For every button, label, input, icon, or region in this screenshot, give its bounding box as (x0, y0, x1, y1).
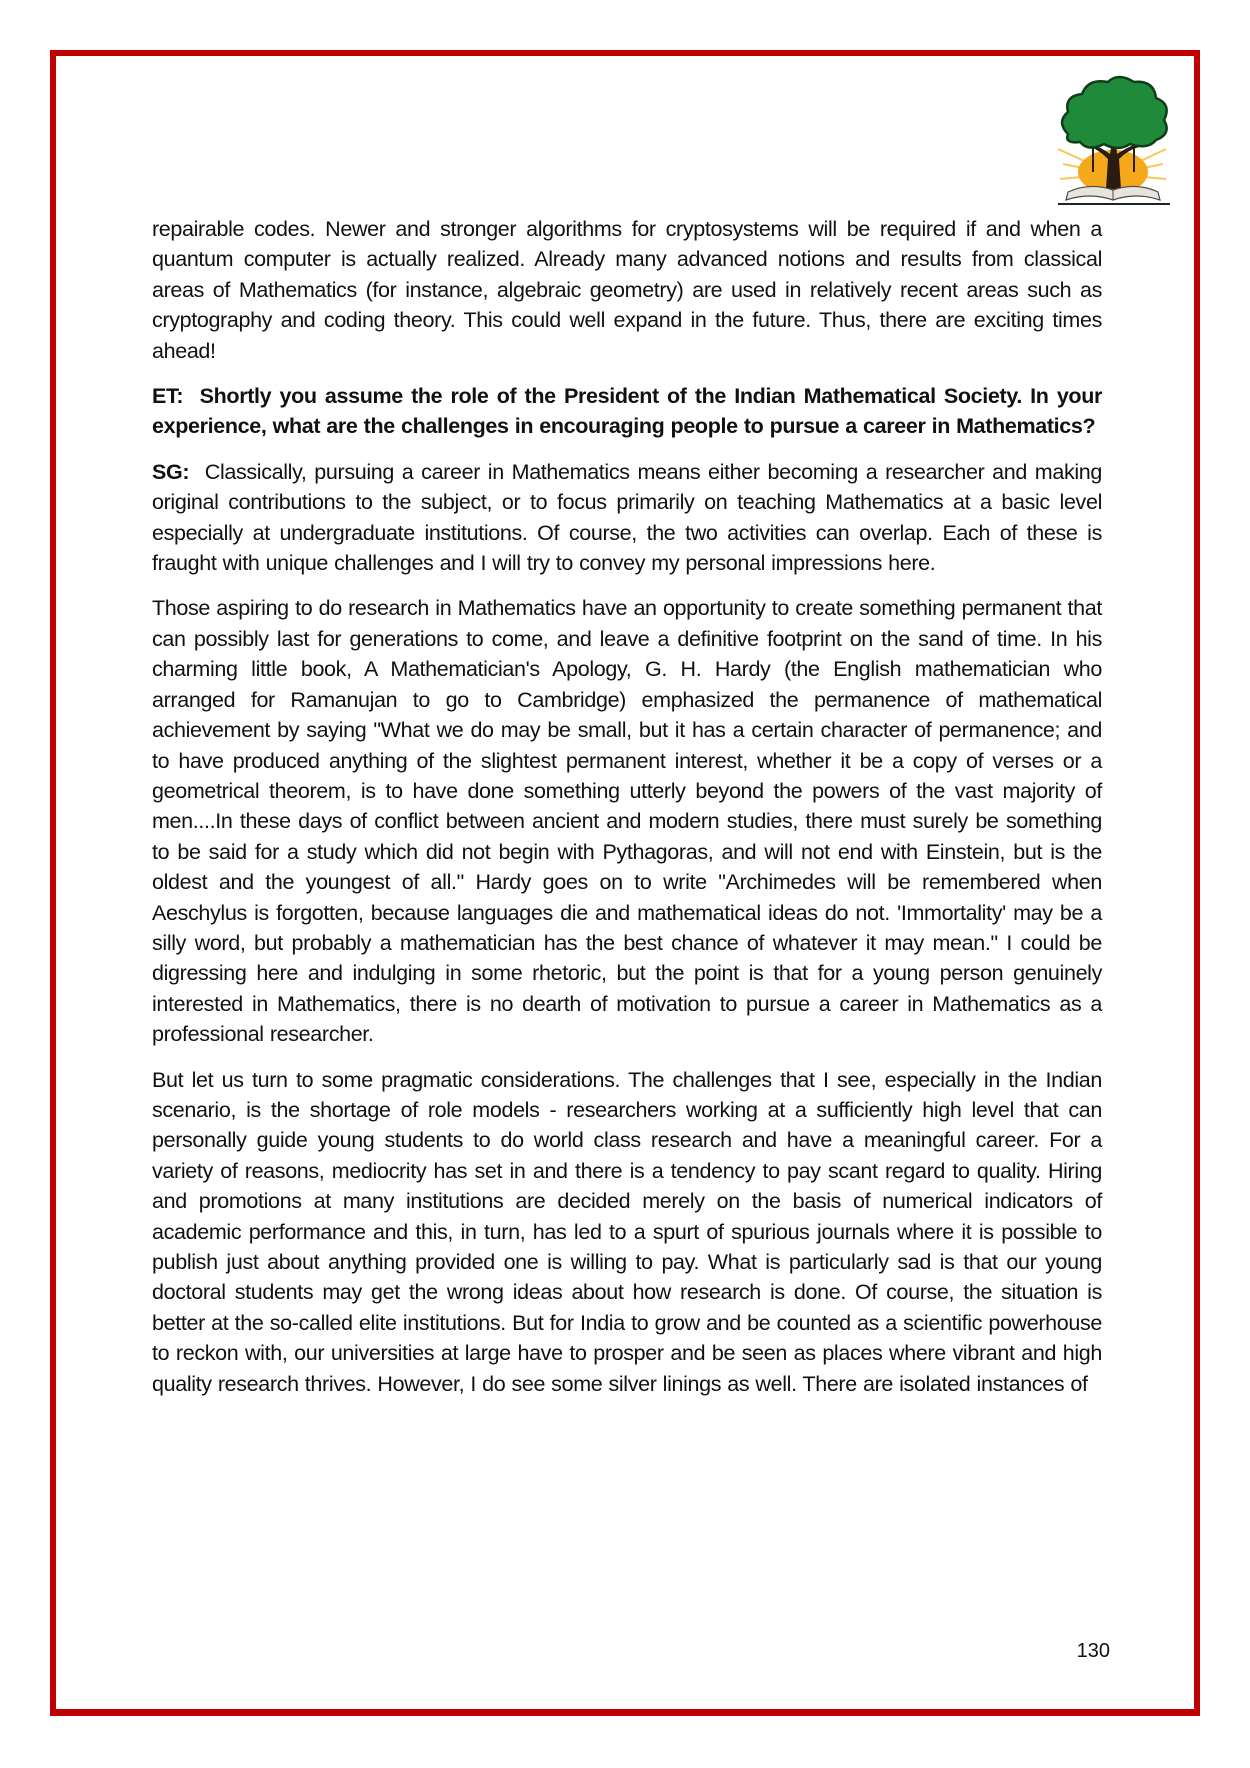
paragraph: But let us turn to some pragmatic considerations. The challenges that I see, especially in the Indian scenario, is the shortage of role models - researchers working at a sufficiently high level that can personally guide young students to do world class research and have a meaningful career. For a variety of reasons, mediocrity has set in and there is a tendency to pay scant regard to quality. Hiring and promotions at many institutions are decided merely on the basis of numerical indicators of academic performance and this, in turn, has led to a spurt of spurious journals where it is possible to publish just about anything provided one is willing to pay. What is particularly sad is that our young doctoral students may get the wrong ideas about how research is done. Of course, the situation is better at the so-called elite institutions. But for India to grow and be counted as a scientific powerhouse to reckon with, our universities at large have to prosper and be seen as places where vibrant and high quality research thrives. However, I do see some silver linings as well. There are isolated instances of (152, 1067, 1102, 1396)
article-body (152, 214, 1102, 1414)
page-number: 130 (1076, 1640, 1110, 1662)
paragraph: Those aspiring to do research in Mathematics have an opportunity to create something permanent that can possibly last for generations to come, and leave a definitive footprint on the sand of time. In his charming little book, A Mathematician's Apology, G. H. Hardy (the English mathematician who arranged for Ramanujan to go to Cambridge) emphasized the permanence of mathematical achievement by saying "What we do may be small, but it has a certain character of permanence; and to have produced anything of the slightest permanent interest, whether it be a copy of verses or a geometrical theorem, is to have done something utterly beyond the powers of the vast majority of men....In these days of conflict between ancient and modern studies, there must surely be something to be said for a study which did not begin with Pythagoras, and will not end with Einstein, but is the oldest and the youngest of all." Hardy goes on to write "Archimedes will be remembered when Aeschylus is forgotten, because languages die and mathematical ideas do not. 'Immortality' may be a silly word, but probably a mathematician has the best chance of whatever it may mean." I could be digressing here and indulging in some rhetoric, but the point is that for a young person genuinely interested in Mathematics, there is no dearth of motivation to pursue a career in Mathematics as a professional researcher. (152, 596, 1102, 1047)
answer-text: Classically, pursuing a career in Mathematics means either becoming a researcher and making original contributions to the subject, or to focus primarily on teaching Mathematics at a basic level especially at undergraduate institutions. Of course, the two activities can overlap. Each of these is fraught with unique challenges and I will try to convey my personal impressions here. (152, 459, 1103, 576)
paragraph-continuation: repairable codes. Newer and stronger algorithms for cryptosystems will be required if and when a quantum computer is actually realized. Already many advanced notions and results from classical areas of Mathematics (for instance, algebraic geometry) are used in relatively recent areas such as cryptography and coding theory. This could well expand in the future. Thus, there are exciting times ahead! (152, 217, 1102, 363)
interview-question (152, 381, 1102, 442)
interview-answer (152, 457, 1102, 579)
question-text: Shortly you assume the role of the President of the Indian Mathematical Society. In your experience, what are the challenges in encouraging people to pursue a career in Mathematics? (152, 384, 1103, 439)
question-speaker: ET: (152, 384, 184, 409)
answer-speaker: SG: (152, 459, 190, 484)
tree-book-logo-icon (1038, 64, 1188, 214)
